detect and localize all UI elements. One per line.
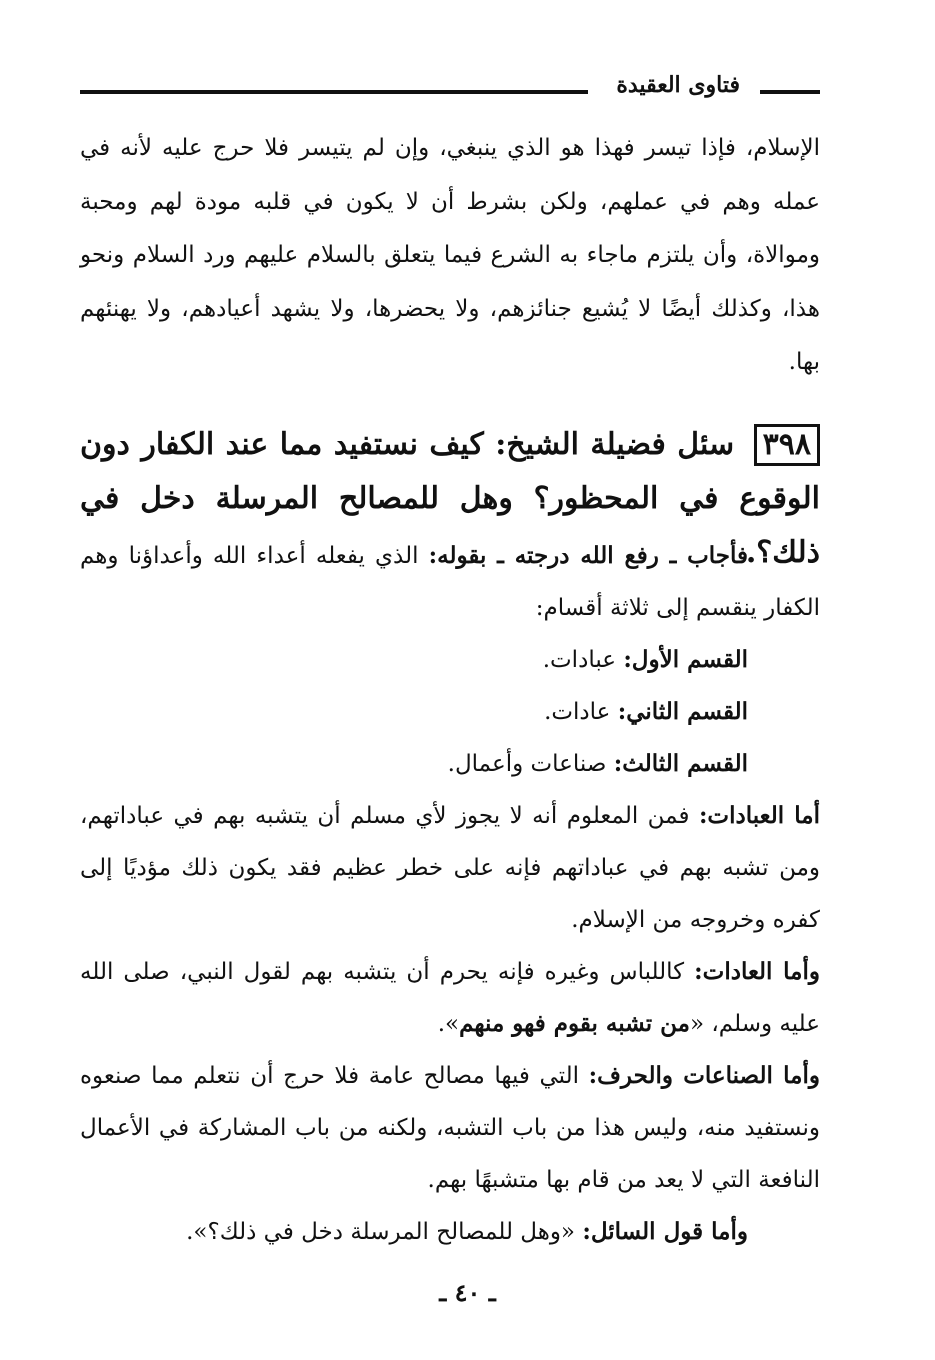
crafts-label: وأما الصناعات والحرف:	[588, 1062, 820, 1089]
section-text: صناعات وأعمال.	[447, 751, 607, 777]
header-rule-left	[80, 90, 588, 94]
answer-lead-text: الذي يفعله أعداء الله وأعداؤنا وهم الكفار ينقسم إلى ثلاثة أقسام:	[80, 543, 820, 621]
page-number-text: ـ ٤٠ ـ	[439, 1278, 496, 1307]
header-rule-right	[760, 90, 820, 94]
section-label: القسم الثاني:	[617, 698, 748, 725]
question-number-box: ٣٩٨	[754, 424, 820, 466]
answer-block	[80, 530, 820, 1258]
answer-lead-label: فأجاب ـ رفع الله درجته ـ بقوله:	[428, 542, 749, 569]
customs-label: وأما العادات:	[694, 958, 821, 985]
section-item-1	[80, 634, 820, 686]
section-text: عبادات.	[542, 647, 616, 673]
answer-lead	[80, 530, 820, 634]
section-text: عادات.	[544, 699, 611, 725]
section-item-2	[80, 686, 820, 738]
running-header	[80, 70, 820, 110]
intro-paragraph: الإسلام، فإذا تيسر فهذا هو الذي ينبغي، وإن لم يتيسر فلا حرج عليه لأنه في عمله وهم في عملهم، ولكن بشرط أن لا يكون في قلبه مودة لهم ومحبة وموالاة، وأن يلتزم ماجاء به الشرع فيما يتعلق بالسلام عليهم ورد السلام ونحو هذا، وكذلك أيضًا لا يُشيع جنائزهم، ولا يحضرها، ولا يشهد أعيادهم، ولا يهنئهم بها.	[80, 135, 820, 375]
customs-paragraph	[80, 946, 820, 1050]
customs-text: كاللباس وغيره فإنه يحرم أن يتشبه بهم لقول النبي، صلى الله عليه وسلم، «	[80, 959, 820, 1037]
section-item-3	[80, 738, 820, 790]
question-text: سئل فضيلة الشيخ: كيف نستفيد مما عند الكفار دون الوقوع في المحظور؟ وهل للمصالح المرسلة دخل في ذلك؟.	[80, 427, 820, 570]
worship-paragraph	[80, 790, 820, 946]
worship-text: فمن المعلوم أنه لا يجوز لأي مسلم أن يتشبه بهم في عباداتهم، ومن تشبه بهم في عباداتهم فإنه على خطر عظيم فقد يكون ذلك مؤديًا إلى كفره وخروجه من الإسلام.	[80, 803, 820, 933]
customs-end: ».	[437, 1011, 460, 1037]
header-title: فتاوى العقيدة	[616, 72, 740, 98]
crafts-text: التي فيها مصالح عامة فلا حرج أن نتعلم مما صنعوه ونستفيد منه، وليس هذا من باب التشبه، ولكنه من باب المشاركة في الأعمال النافعة التي لا يعد من قام بها متشبهًا بهم.	[80, 1063, 820, 1193]
asker-label: وأما قول السائل:	[582, 1218, 748, 1245]
asker-text: «وهل للمصالح المرسلة دخل في ذلك؟».	[186, 1219, 576, 1245]
customs-hadith: من تشبه بقوم فهو منهم	[459, 1010, 690, 1037]
section-label: القسم الأول:	[623, 646, 748, 673]
worship-label: أما العبادات:	[698, 802, 821, 829]
asker-paragraph	[80, 1206, 820, 1258]
section-label: القسم الثالث:	[613, 750, 748, 777]
page-number	[0, 1278, 935, 1307]
crafts-paragraph	[80, 1050, 820, 1206]
